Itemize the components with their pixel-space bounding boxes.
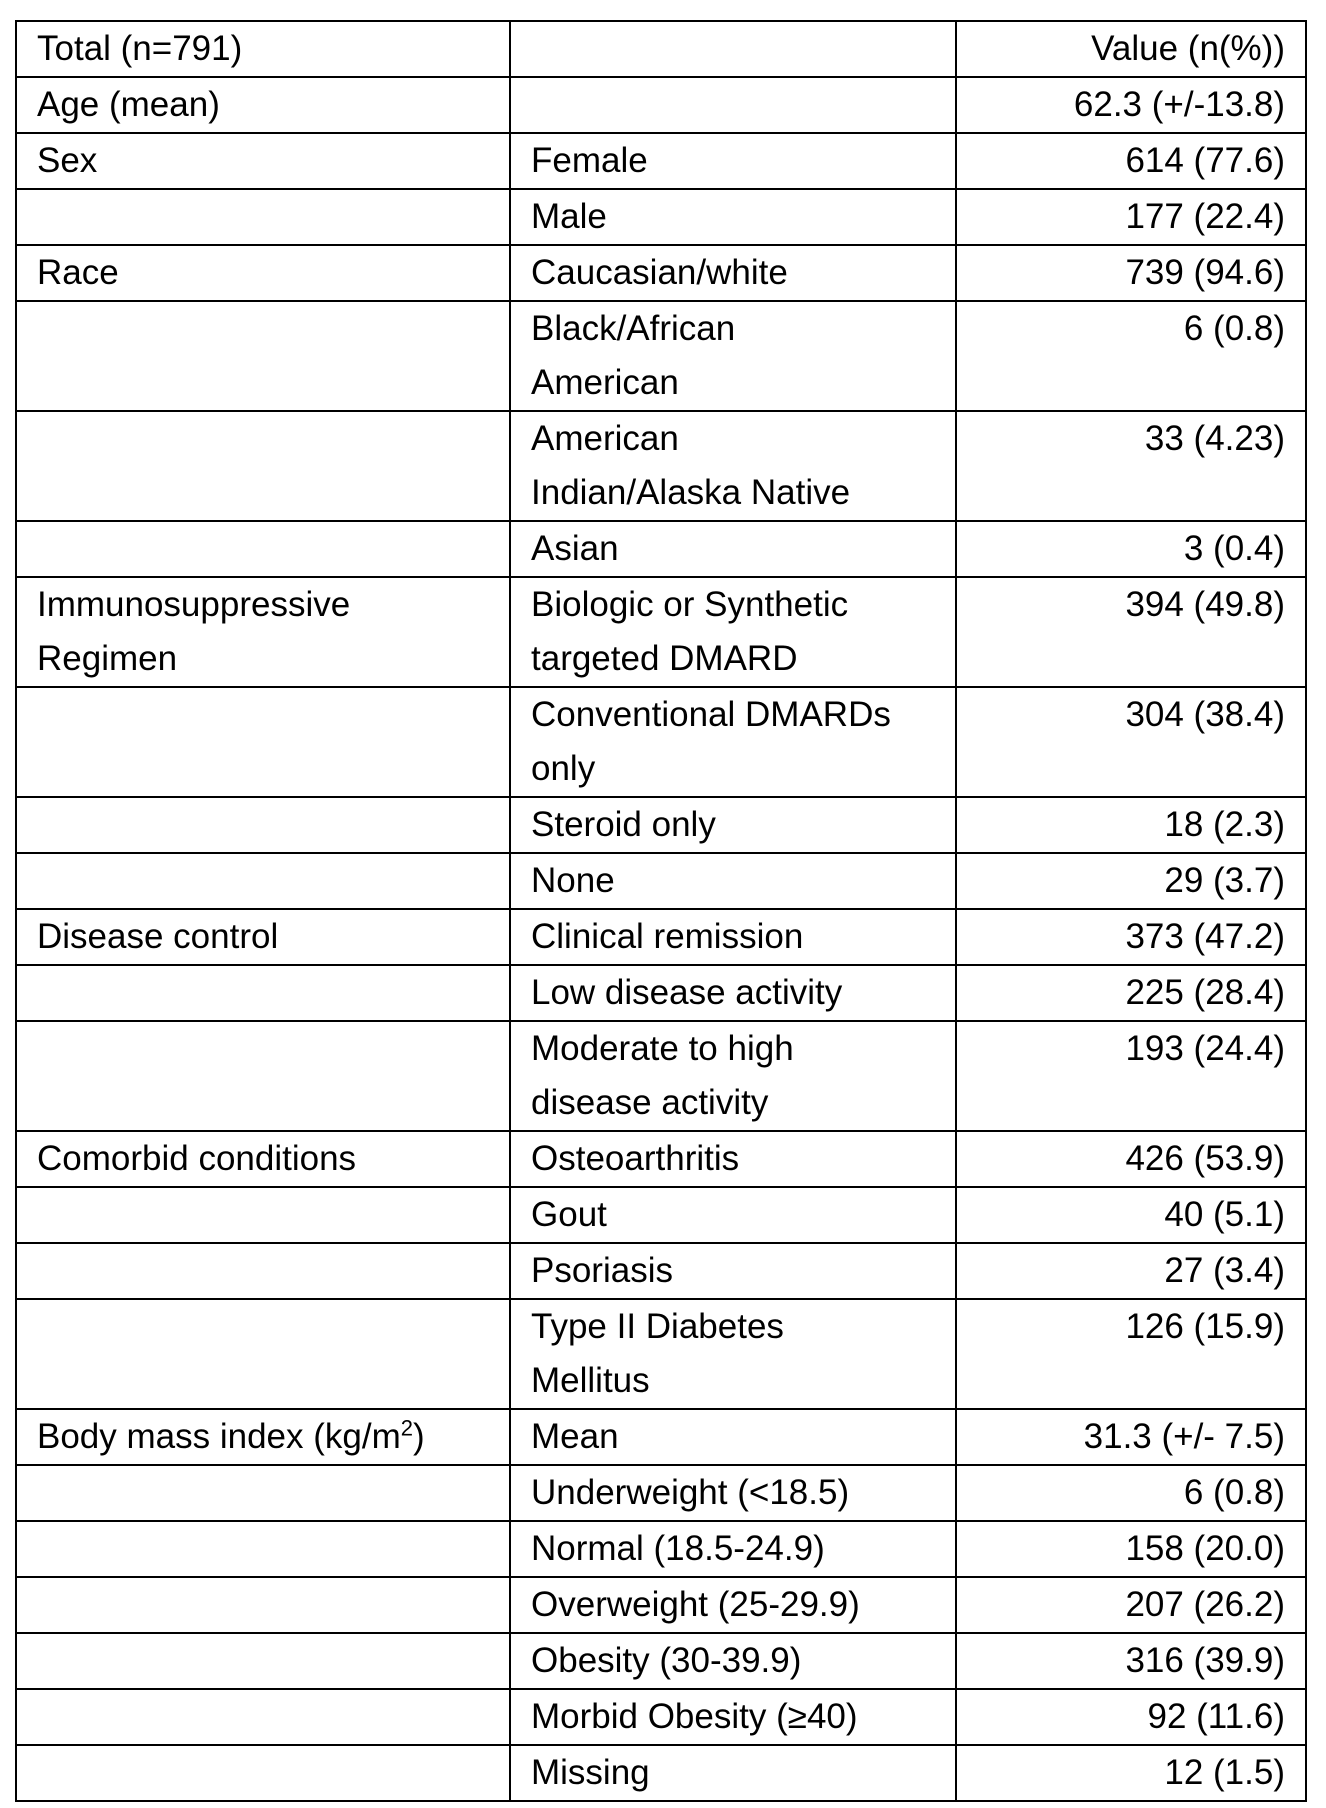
row-value-cell: 316 (39.9) [956, 1633, 1306, 1689]
row-subgroup-cell: Overweight (25-29.9) [510, 1577, 956, 1633]
row-group-cell [16, 133, 510, 189]
table-row [16, 21, 1306, 77]
row-group-cell [16, 687, 510, 797]
row-subgroup-cell: Psoriasis [510, 1243, 956, 1299]
table-row [16, 1689, 1306, 1745]
table-row [16, 687, 1306, 797]
row-subgroup-cell: Gout [510, 1187, 956, 1243]
row-value-cell: 40 (5.1) [956, 1187, 1306, 1243]
row-group-cell [16, 909, 510, 965]
table-row [16, 1521, 1306, 1577]
row-value-cell: 193 (24.4) [956, 1021, 1306, 1131]
row-value-cell: 739 (94.6) [956, 245, 1306, 301]
row-value-cell: 33 (4.23) [956, 411, 1306, 521]
row-subgroup-cell: Missing [510, 1745, 956, 1801]
row-value-cell: 92 (11.6) [956, 1689, 1306, 1745]
row-group-cell [16, 797, 510, 853]
table-row [16, 797, 1306, 853]
row-group-label: Comorbid conditions [37, 1139, 357, 1178]
row-group-label: Immunosuppressive Regimen [37, 585, 351, 678]
row-group-cell [16, 301, 510, 411]
row-group-cell [16, 245, 510, 301]
row-group-label: Sex [37, 141, 98, 180]
table-row [16, 1465, 1306, 1521]
table-row [16, 411, 1306, 521]
row-group-cell [16, 1243, 510, 1299]
row-group-cell [16, 577, 510, 687]
table-row [16, 1299, 1306, 1409]
row-group-cell [16, 21, 510, 77]
row-group-cell [16, 1633, 510, 1689]
row-value-cell: 373 (47.2) [956, 909, 1306, 965]
row-value-cell: 304 (38.4) [956, 687, 1306, 797]
table-row [16, 1021, 1306, 1131]
row-subgroup-cell: Biologic or Synthetic targeted DMARD [510, 577, 956, 687]
row-value-cell: 27 (3.4) [956, 1243, 1306, 1299]
row-value-cell: 177 (22.4) [956, 189, 1306, 245]
row-group-cell [16, 411, 510, 521]
table-row [16, 133, 1306, 189]
table-row [16, 853, 1306, 909]
row-subgroup-cell: None [510, 853, 956, 909]
row-group-cell [16, 77, 510, 133]
table-row [16, 245, 1306, 301]
row-value-cell: 12 (1.5) [956, 1745, 1306, 1801]
row-group-label-suffix: ) [413, 1417, 425, 1456]
table-row [16, 1577, 1306, 1633]
row-group-cell [16, 521, 510, 577]
row-group-cell [16, 1187, 510, 1243]
table-row [16, 521, 1306, 577]
row-group-label: Total (n=791) [37, 29, 243, 68]
row-group-cell [16, 1131, 510, 1187]
row-subgroup-cell: Osteoarthritis [510, 1131, 956, 1187]
row-group-label: Race [37, 253, 119, 292]
table-row [16, 1409, 1306, 1465]
row-value-cell: 31.3 (+/- 7.5) [956, 1409, 1306, 1465]
row-subgroup-cell: Black/African American [510, 301, 956, 411]
table-body [16, 21, 1306, 1801]
table-row [16, 1243, 1306, 1299]
row-value-cell: 62.3 (+/-13.8) [956, 77, 1306, 133]
table-row [16, 577, 1306, 687]
row-group-cell [16, 1465, 510, 1521]
row-group-cell [16, 1577, 510, 1633]
row-value-cell: 6 (0.8) [956, 1465, 1306, 1521]
row-subgroup-cell [510, 21, 956, 77]
row-group-cell [16, 1689, 510, 1745]
row-group-cell [16, 1745, 510, 1801]
row-group-cell [16, 1299, 510, 1409]
row-subgroup-cell: American Indian/Alaska Native [510, 411, 956, 521]
row-group-cell [16, 965, 510, 1021]
row-group-label: Body mass index (kg/m [37, 1417, 401, 1456]
row-value-cell: 426 (53.9) [956, 1131, 1306, 1187]
row-value-cell: Value (n(%)) [956, 21, 1306, 77]
row-subgroup-cell: Male [510, 189, 956, 245]
row-subgroup-cell: Steroid only [510, 797, 956, 853]
row-subgroup-cell: Low disease activity [510, 965, 956, 1021]
row-subgroup-cell: Morbid Obesity (≥40) [510, 1689, 956, 1745]
row-value-cell: 18 (2.3) [956, 797, 1306, 853]
row-value-cell: 3 (0.4) [956, 521, 1306, 577]
row-subgroup-cell: Mean [510, 1409, 956, 1465]
row-group-label: Disease control [37, 917, 279, 956]
row-subgroup-cell: Underweight (<18.5) [510, 1465, 956, 1521]
row-value-cell: 158 (20.0) [956, 1521, 1306, 1577]
row-value-cell: 225 (28.4) [956, 965, 1306, 1021]
row-subgroup-cell: Conventional DMARDs only [510, 687, 956, 797]
demographics-table [15, 20, 1307, 1802]
row-subgroup-cell: Clinical remission [510, 909, 956, 965]
row-group-cell [16, 1409, 510, 1465]
row-group-label: Age (mean) [37, 85, 220, 124]
row-subgroup-cell: Asian [510, 521, 956, 577]
row-value-cell: 614 (77.6) [956, 133, 1306, 189]
row-value-cell: 207 (26.2) [956, 1577, 1306, 1633]
row-value-cell: 29 (3.7) [956, 853, 1306, 909]
table-row [16, 1633, 1306, 1689]
table-row [16, 965, 1306, 1021]
row-value-cell: 126 (15.9) [956, 1299, 1306, 1409]
row-subgroup-cell: Normal (18.5-24.9) [510, 1521, 956, 1577]
table-row [16, 77, 1306, 133]
row-value-cell: 394 (49.8) [956, 577, 1306, 687]
row-subgroup-cell: Obesity (30-39.9) [510, 1633, 956, 1689]
row-group-cell [16, 853, 510, 909]
table-row [16, 301, 1306, 411]
table-row [16, 1187, 1306, 1243]
table-row [16, 1131, 1306, 1187]
row-subgroup-cell: Moderate to high disease activity [510, 1021, 956, 1131]
row-value-cell: 6 (0.8) [956, 301, 1306, 411]
table-row [16, 189, 1306, 245]
row-subgroup-cell: Caucasian/white [510, 245, 956, 301]
row-group-cell [16, 1021, 510, 1131]
row-group-cell [16, 1521, 510, 1577]
row-subgroup-cell: Type II Diabetes Mellitus [510, 1299, 956, 1409]
row-group-cell [16, 189, 510, 245]
row-subgroup-cell [510, 77, 956, 133]
row-subgroup-cell: Female [510, 133, 956, 189]
superscript-exponent: 2 [400, 1415, 413, 1441]
table-row [16, 1745, 1306, 1801]
table-row [16, 909, 1306, 965]
